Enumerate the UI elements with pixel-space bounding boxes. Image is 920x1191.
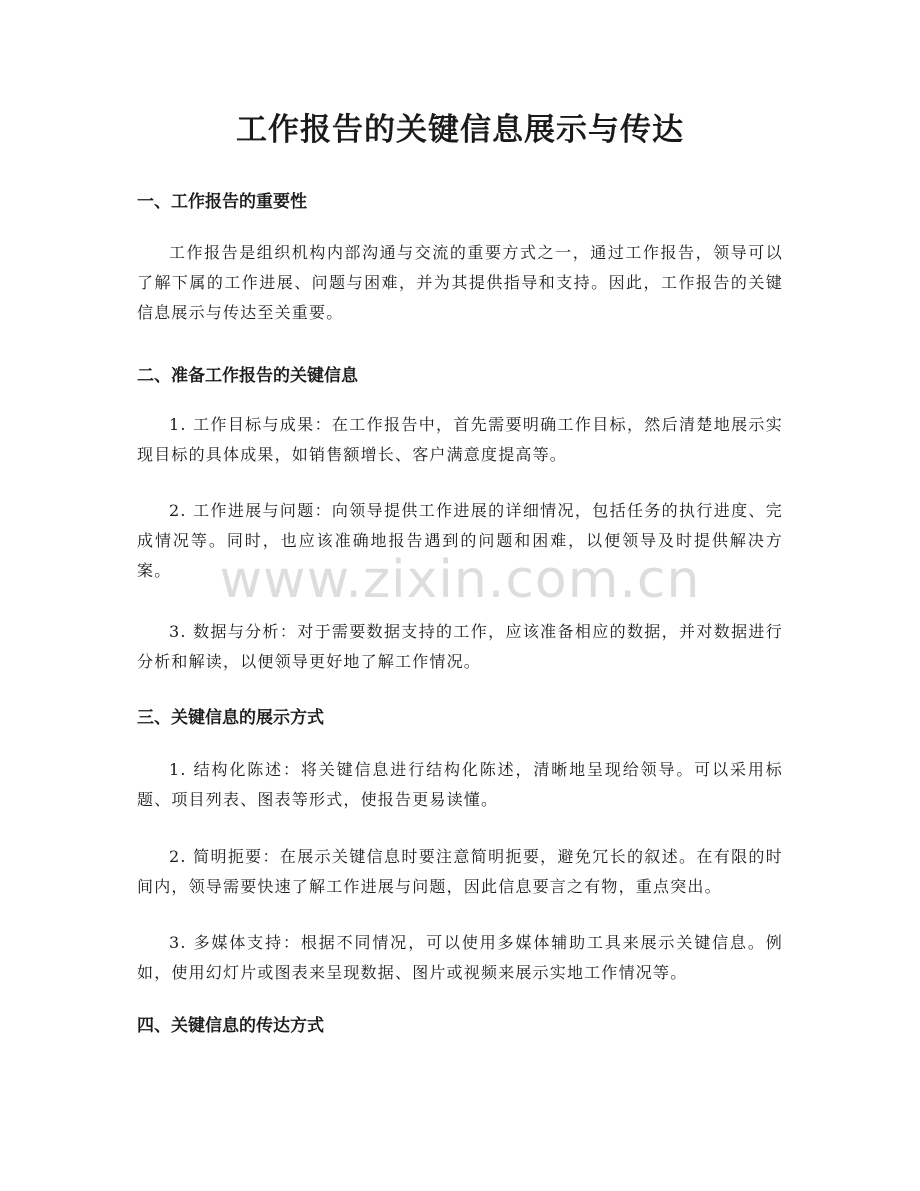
- section-2-paragraph-3: 3. 数据与分析：对于需要数据支持的工作，应该准备相应的数据，并对数据进行分析和解读，以便领导更好地了解工作情况。: [137, 622, 783, 671]
- section-heading-1: 一、工作报告的重要性: [137, 192, 307, 212]
- section-2-paragraph-2: 2. 工作进展与问题：向领导提供工作进展的详细情况，包括任务的执行进度、完成情况等。同时，也应该准确地报告遇到的问题和困难，以便领导及时提供解决方案。: [137, 501, 783, 580]
- document-title: 工作报告的关键信息展示与传达: [236, 112, 684, 148]
- section-heading-2: 二、准备工作报告的关键信息: [137, 366, 358, 386]
- section-heading-3: 三、关键信息的展示方式: [137, 708, 324, 728]
- section-heading-4: 四、关键信息的传达方式: [137, 1016, 324, 1036]
- section-3-paragraph-3: 3. 多媒体支持：根据不同情况，可以使用多媒体辅助工具来展示关键信息。例如，使用幻灯片或图表来呈现数据、图片或视频来展示实地工作情况等。: [137, 933, 783, 982]
- section-3-paragraph-2: 2. 简明扼要：在展示关键信息时要注意简明扼要，避免冗长的叙述。在有限的时间内，领导需要快速了解工作进展与问题，因此信息要言之有物，重点突出。: [137, 847, 783, 896]
- watermark: www.zixin.com.cn: [219, 550, 701, 610]
- section-2-paragraph-1: 1. 工作目标与成果：在工作报告中，首先需要明确工作目标，然后清楚地展示实现目标的具体成果，如销售额增长、客户满意度提高等。: [137, 415, 783, 464]
- section-1-paragraph-1: 工作报告是组织机构内部沟通与交流的重要方式之一，通过工作报告，领导可以了解下属的工作进展、问题与困难，并为其提供指导和支持。因此，工作报告的关键信息展示与传达至关重要。: [137, 243, 783, 322]
- section-3-paragraph-1: 1. 结构化陈述：将关键信息进行结构化陈述，清晰地呈现给领导。可以采用标题、项目列表、图表等形式，使报告更易读懂。: [137, 760, 783, 809]
